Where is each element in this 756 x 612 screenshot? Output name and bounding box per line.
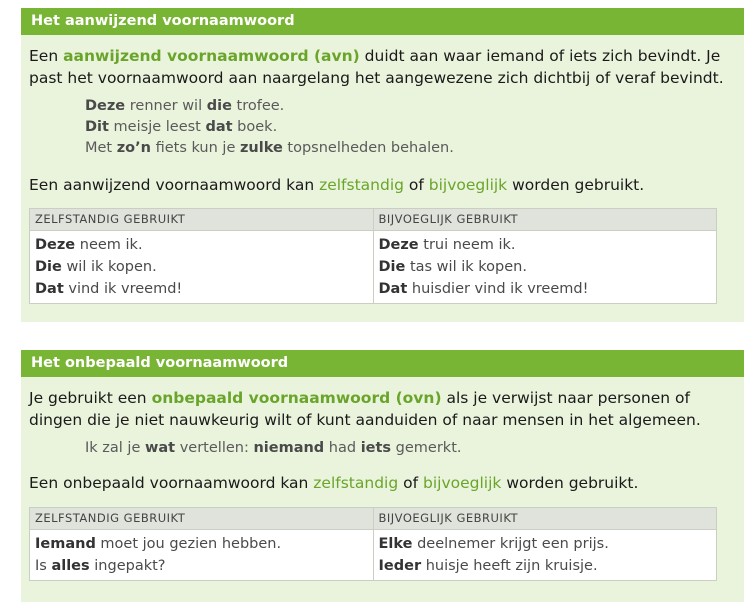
emphasized-word: iets: [360, 440, 392, 456]
table-row: [379, 533, 712, 555]
table-header: [30, 508, 716, 530]
emphasized-word: niemand: [253, 440, 325, 456]
ovn-box-title: Het onbepaald voornaamwoord: [21, 350, 744, 377]
table-header: [30, 209, 716, 231]
avn-table: [29, 208, 717, 304]
ovn-usage: Een onbepaald voornaamwoord kan zelfstandig of bijvoeglijk worden gebruikt.: [29, 474, 639, 492]
emphasized-word: Iemand: [35, 536, 96, 552]
sentence-text: deelnemer krijgt een prijs.: [412, 536, 609, 552]
zelfstandig-column: [30, 530, 373, 580]
ovn-term: onbepaald voornaamwoord (ovn): [151, 389, 442, 407]
emphasized-word: Dit: [85, 119, 109, 135]
sentence-text: huisje heeft zijn kruisje.: [421, 558, 598, 574]
emphasized-word: Dat: [378, 281, 408, 297]
sentence-text: Met: [85, 140, 117, 156]
sentence-text: moet jou gezien hebben.: [95, 536, 282, 552]
sentence-text: Is: [35, 558, 52, 574]
example-sentence: [85, 438, 462, 459]
emphasized-word: Dat: [35, 281, 64, 297]
zelfstandig-column: [30, 231, 373, 303]
header-zelfstandig: ZELFSTANDIG GEBRUIKT: [35, 511, 186, 525]
sentence-text: neem ik.: [75, 237, 143, 253]
sentence-text: renner wil: [125, 98, 207, 114]
avn-box: [21, 8, 744, 322]
sentence-text: boek.: [232, 119, 278, 135]
ovn-table: [29, 507, 717, 581]
table-row: [35, 256, 368, 278]
ovn-intro: Je gebruikt een onbepaald voornaamwoord (ovn) als je verwijst naar personen of dingen die je niet nauwkeurig wilt of kunt aanduiden of naar mensen in het algemeen.: [29, 389, 701, 429]
sentence-text: Ik zal je: [85, 440, 145, 456]
bijvoeglijk-term: bijvoeglijk: [428, 176, 508, 194]
header-zelfstandig: ZELFSTANDIG GEBRUIKT: [35, 212, 186, 226]
sentence-text: had: [324, 440, 361, 456]
sentence-text: topsnelheden behalen.: [282, 140, 454, 156]
table-row: [35, 278, 368, 300]
sentence-text: tas wil ik kopen.: [405, 259, 527, 275]
table-row: [379, 256, 712, 278]
sentence-text: vind ik vreemd!: [63, 281, 183, 297]
sentence-text: meisje leest: [108, 119, 206, 135]
emphasized-word: Die: [378, 259, 406, 275]
emphasized-word: dat: [205, 119, 233, 135]
table-row: [379, 278, 712, 300]
header-bijvoeglijk: BIJVOEGLIJK GEBRUIKT: [373, 209, 717, 230]
bijvoeglijk-column: [373, 231, 717, 303]
sentence-text: vertellen:: [175, 440, 254, 456]
emphasized-word: Elke: [378, 536, 413, 552]
bijvoeglijk-column: [373, 530, 717, 580]
table-row: [35, 555, 368, 577]
emphasized-word: wat: [144, 440, 176, 456]
emphasized-word: Ieder: [378, 558, 422, 574]
avn-box-title: Het aanwijzend voornaamwoord: [21, 8, 744, 35]
example-sentence: [85, 138, 454, 159]
emphasized-word: Die: [35, 259, 62, 275]
emphasized-word: Deze: [85, 98, 126, 114]
emphasized-word: die: [206, 98, 232, 114]
table-row: [35, 533, 368, 555]
sentence-text: ingepakt?: [89, 558, 166, 574]
avn-examples: [85, 96, 454, 159]
emphasized-word: zulke: [239, 140, 283, 156]
bijvoeglijk-term: bijvoeglijk: [423, 474, 502, 492]
sentence-text: trofee.: [231, 98, 285, 114]
ovn-examples: [85, 438, 462, 459]
header-bijvoeglijk: BIJVOEGLIJK GEBRUIKT: [373, 508, 717, 529]
emphasized-word: Deze: [35, 237, 76, 253]
avn-term: aanwijzend voornaamwoord (avn): [63, 47, 360, 65]
sentence-text: fiets kun je: [150, 140, 240, 156]
avn-intro: Een aanwijzend voornaamwoord (avn) duidt aan waar iemand of iets zich bevindt. Je past het voornaamwoord aan naargelang het aangewezene zich dichtbij of veraf bevindt.: [29, 47, 724, 87]
table-row: [35, 234, 368, 256]
table-body: [30, 231, 716, 303]
example-sentence: [85, 96, 454, 117]
sentence-text: wil ik kopen.: [61, 259, 157, 275]
table-row: [379, 234, 712, 256]
emphasized-word: Deze: [378, 237, 419, 253]
sentence-text: gemerkt.: [391, 440, 462, 456]
sentence-text: huisdier vind ik vreemd!: [407, 281, 589, 297]
avn-usage: Een aanwijzend voornaamwoord kan zelfstandig of bijvoeglijk worden gebruikt.: [29, 176, 645, 194]
emphasized-word: alles: [51, 558, 90, 574]
zelfstandig-term: zelfstandig: [313, 474, 399, 492]
emphasized-word: zo’n: [116, 140, 151, 156]
table-body: [30, 530, 716, 580]
ovn-box: [21, 350, 744, 602]
sentence-text: trui neem ik.: [418, 237, 516, 253]
example-sentence: [85, 117, 454, 138]
zelfstandig-term: zelfstandig: [319, 176, 404, 194]
table-row: [379, 555, 712, 577]
